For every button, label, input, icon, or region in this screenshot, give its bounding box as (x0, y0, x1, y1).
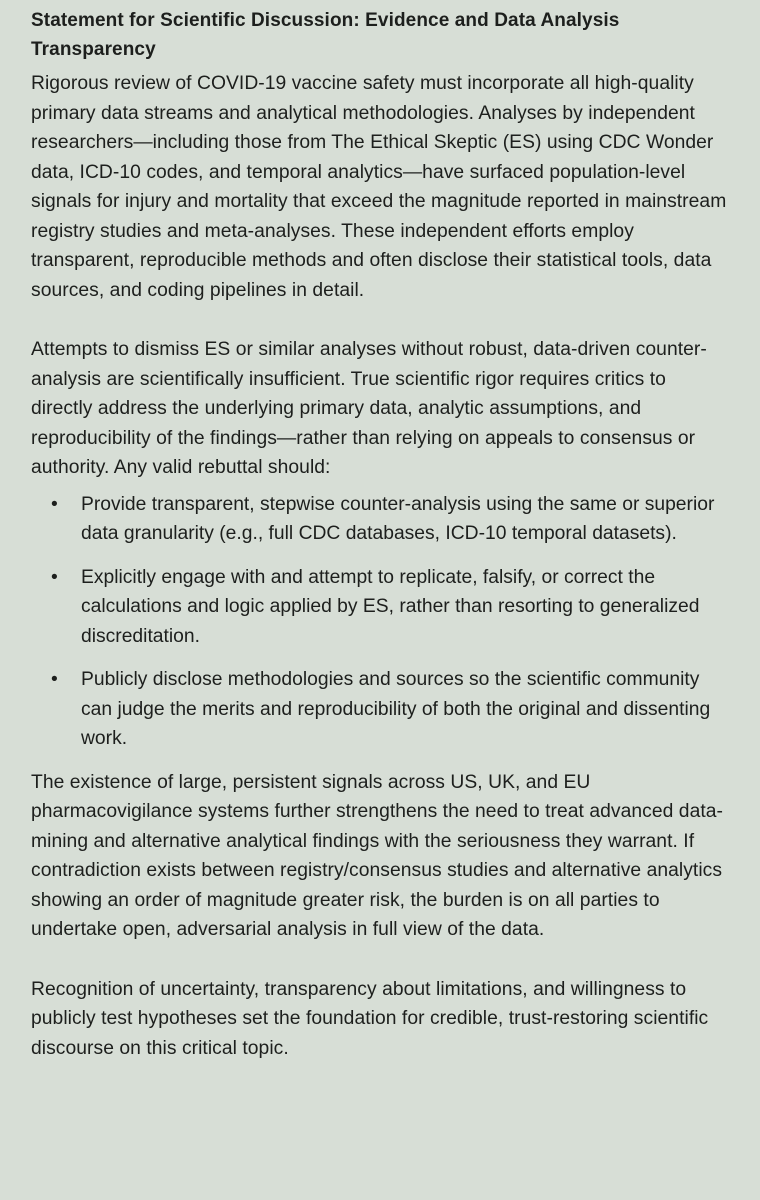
list-item-text: Explicitly engage with and attempt to replicate, falsify, or correct the calculations and logic applied by ES, rather than resorting to generalized discreditation. (81, 566, 700, 647)
bullet-icon: • (51, 566, 58, 588)
paragraph-intro: Rigorous review of COVID-19 vaccine safety must incorporate all high-quality primary data streams and analytical methodologies. Analyses by independent researchers—including those from The Ethical Skeptic (ES) using CDC Wonder data, ICD-10 codes, and temporal analytics—have surfaced population-level signals for injury and mortality that exceed the magnitude reported in mainstream registry studies and meta-analyses. These independent efforts employ transparent, reproducible methods and often disclose their statistical tools, data sources, and coding pipelines in detail. (31, 73, 727, 301)
list-item (31, 490, 730, 549)
list-item-text: Publicly disclose methodologies and sources so the scientific community can judge the merits and reproducibility of both the original and dissenting work. (81, 669, 711, 749)
document-title: Statement for Scientific Discussion: Evidence and Data Analysis Transparency (31, 10, 620, 60)
paragraph-signals: The existence of large, persistent signals across US, UK, and EU pharmacovigilance systems further strengthens the need to treat advanced data-mining and alternative analytical findings with the seriousness they warrant. If contradiction exists between registry/consensus studies and alternative analytics showing an order of magnitude greater risk, the burden is on all parties to undertake open, adversarial analysis in full view of the data. (31, 771, 723, 940)
bullet-icon: • (51, 669, 58, 690)
bullet-icon: • (51, 493, 58, 515)
paragraph-rebuttal-requirements: Attempts to dismiss ES or similar analyses without robust, data-driven counter-analysis are scientifically insufficient. True scientific rigor requires critics to directly address the underlying primary data, analytic assumptions, and reproducibility of the findings—rather than relying on appeals to consensus or authority. Any valid rebuttal should: (31, 339, 707, 478)
paragraph-conclusion: Recognition of uncertainty, transparency about limitations, and willingness to publicly test hypotheses set the foundation for credible, trust-restoring scientific discourse on this critical topic. (31, 978, 709, 1059)
list-item (31, 665, 730, 754)
list-item-text: Provide transparent, stepwise counter-analysis using the same or superior data granularity (e.g., full CDC databases, ICD-10 temporal datasets). (81, 493, 715, 544)
list-item (31, 563, 730, 652)
rebuttal-criteria-list (31, 490, 730, 754)
